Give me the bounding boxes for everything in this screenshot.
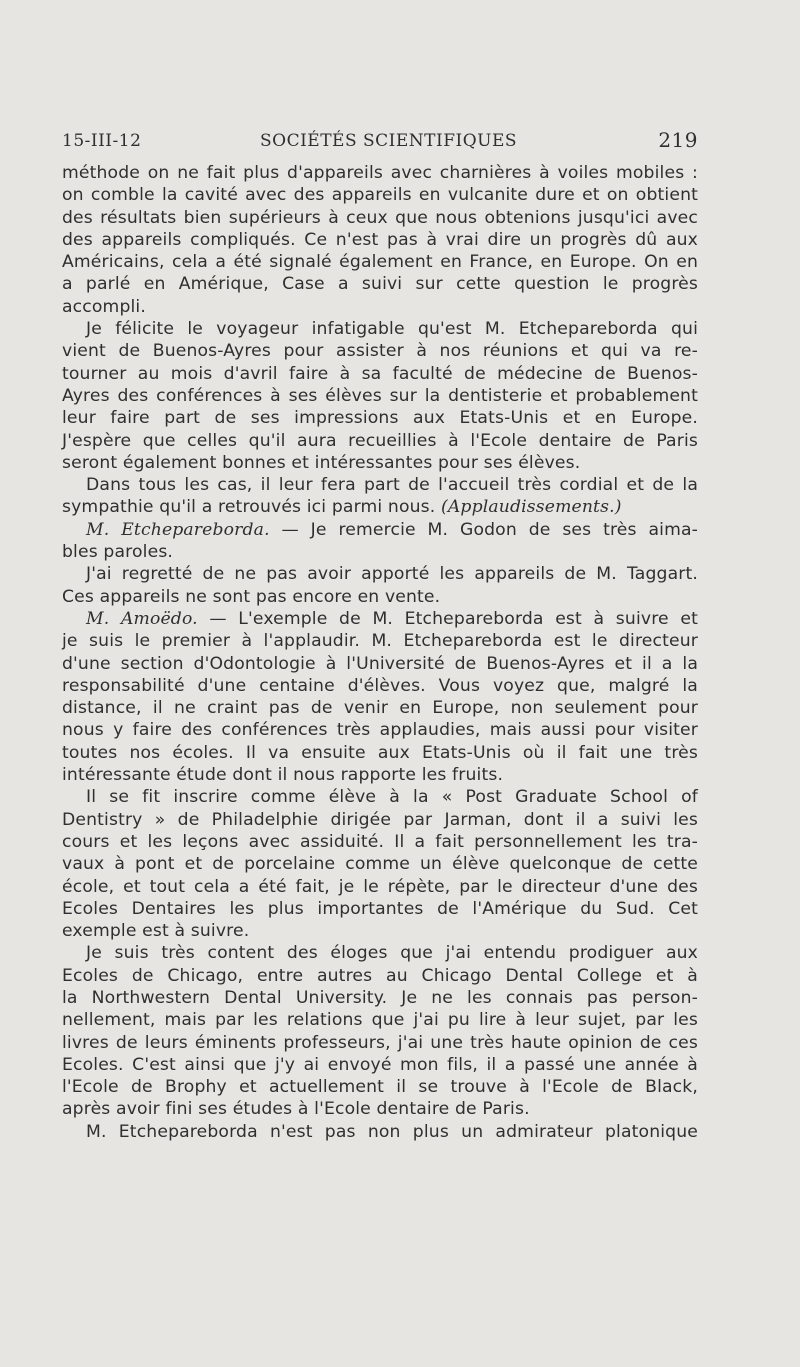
line-text: vaux à pont et de porcelaine comme un élève quelconque de cette (62, 854, 698, 875)
line-text: bles paroles. (62, 542, 174, 563)
text-line (62, 541, 698, 563)
line-text: leur faire part de ses impressions aux Etats-Unis et en Europe. (62, 408, 698, 429)
line-text: Dentistry » de Philadelphie dirigée par Jarman, dont il a suivi les (62, 809, 698, 830)
line-text: école, et tout cela a été fait, je le répète, par le directeur d'une des (62, 876, 698, 897)
text-line (62, 430, 698, 452)
text-line (62, 1098, 698, 1120)
running-header (62, 128, 698, 157)
text-line (62, 920, 698, 942)
speaker-name: M. Amoëdo. (86, 608, 198, 629)
text-line (62, 474, 698, 496)
line-text: l'Ecole de Brophy et actuellement il se trouve à l'Ecole de Black, (62, 1077, 698, 1098)
text-line (62, 385, 698, 407)
line-text: vient de Buenos-Ayres pour assister à nos réunions et qui va re- (62, 341, 698, 362)
line-text: J'ai regretté de ne pas avoir apporté les appareils de M. Taggart. (86, 564, 698, 585)
text-line (62, 296, 698, 318)
text-line (62, 251, 698, 273)
line-text: toutes nos écoles. Il va ensuite aux Etats-Unis où il fait une très (62, 742, 698, 763)
line-text: Dans tous les cas, il leur fera part de l'accueil très cordial et de la (86, 475, 698, 496)
text-line (62, 942, 698, 964)
text-line (62, 586, 698, 608)
text-line (62, 965, 698, 987)
text-line (62, 340, 698, 362)
line-text: livres de leurs éminents professeurs, j'ai une très haute opinion de ces (62, 1032, 698, 1053)
line-text: distance, il ne craint pas de venir en Europe, non seulement pour (62, 698, 698, 719)
text-line (62, 273, 698, 295)
line-text: Ces appareils ne sont pas encore en vente. (62, 586, 441, 607)
text-line (62, 697, 698, 719)
text-line (62, 876, 698, 898)
text-line (62, 719, 698, 741)
text-line (62, 496, 698, 518)
line-text: J'espère que celles qu'il aura recueillies à l'Ecole dentaire de Paris (62, 430, 698, 451)
line-text: Je suis très content des éloges que j'ai entendu prodiguer aux (86, 943, 698, 964)
text-line (62, 1054, 698, 1076)
line-text: seront également bonnes et intéressantes pour ses élèves. (62, 452, 581, 473)
text-line (62, 809, 698, 831)
header-date: 15-III-12 (62, 131, 142, 151)
text-line (62, 452, 698, 474)
text-line (62, 563, 698, 585)
line-text: — L'exemple de M. Etchepareborda est à suivre et (197, 608, 698, 629)
line-text: après avoir fini ses études à l'Ecole dentaire de Paris. (62, 1099, 530, 1120)
text-line (62, 608, 698, 630)
text-line (62, 1121, 698, 1143)
text-line (62, 764, 698, 786)
line-text: Américains, cela a été signalé également en France, en Europe. On en (62, 252, 698, 273)
text-line (62, 898, 698, 920)
line-text: nellement, mais par les relations que j'ai pu lire à leur sujet, par les (62, 1010, 698, 1031)
line-text: tourner au mois d'avril faire à sa faculté de médecine de Buenos- (62, 363, 698, 384)
text-line (62, 407, 698, 429)
text-line (62, 831, 698, 853)
line-text: Il se fit inscrire comme élève à la « Post Graduate School of (86, 787, 698, 808)
body-text (62, 162, 698, 1143)
line-text: on comble la cavité avec des appareils en vulcanite dure et on obtient (62, 185, 698, 206)
text-line (62, 987, 698, 1009)
line-text: Ecoles. C'est ainsi que j'y ai envoyé mon fils, il a passé une année à (62, 1054, 698, 1075)
applause-note: (Applaudissements.) (441, 497, 622, 518)
line-text: — Je remercie M. Godon de ses très aima- (269, 519, 699, 540)
line-text: Ecoles de Chicago, entre autres au Chicago Dental College et à (62, 965, 698, 986)
line-text: responsabilité d'une centaine d'élèves. Vous voyez que, malgré la (62, 675, 698, 696)
line-text: accompli. (62, 296, 146, 317)
line-text: la Northwestern Dental University. Je ne les connais pas person- (62, 987, 698, 1008)
line-text: M. Etchepareborda n'est pas non plus un admirateur platonique (86, 1121, 698, 1142)
line-text: je suis le premier à l'applaudir. M. Etchepareborda est le directeur (62, 631, 698, 652)
line-text: nous y faire des conférences très applaudies, mais aussi pour visiter (62, 720, 698, 741)
line-text: exemple est à suivre. (62, 921, 250, 942)
line-text: méthode on ne fait plus d'appareils avec charnières à voiles mobiles : (62, 163, 698, 183)
text-line (62, 162, 698, 184)
text-line (62, 229, 698, 251)
line-text: Ayres des conférences à ses élèves sur la dentisterie et probablement (62, 385, 698, 406)
text-line (62, 1032, 698, 1054)
line-text: Ecoles Dentaires les plus importantes de l'Amérique du Sud. Cet (62, 898, 698, 919)
text-line (62, 853, 698, 875)
text-line (62, 1076, 698, 1098)
speaker-name: M. Etchepareborda. (86, 519, 270, 540)
text-line (62, 675, 698, 697)
page-number: 219 (658, 128, 698, 152)
text-line (62, 519, 698, 541)
text-line (62, 184, 698, 206)
text-line (62, 653, 698, 675)
text-line (62, 1009, 698, 1031)
line-text: d'une section d'Odontologie à l'Université de Buenos-Ayres et il a la (62, 653, 698, 674)
text-line (62, 786, 698, 808)
text-line (62, 630, 698, 652)
line-text: Je félicite le voyageur infatigable qu'est M. Etchepareborda qui (86, 319, 698, 340)
line-text: des résultats bien supérieurs à ceux que nous obtenions jusqu'ici avec (62, 207, 698, 228)
line-text: sympathie qu'il a retrouvés ici parmi nous. (62, 497, 436, 518)
text-line (62, 318, 698, 340)
header-title: SOCIÉTÉS SCIENTIFIQUES (260, 131, 518, 151)
line-text: a parlé en Amérique, Case a suivi sur cette question le progrès (62, 274, 698, 295)
line-text: intéressante étude dont il nous rapporte les fruits. (62, 765, 504, 786)
text-line (62, 207, 698, 229)
line-text: cours et les leçons avec assiduité. Il a fait personnellement les tra- (62, 831, 698, 852)
line-text: des appareils compliqués. Ce n'est pas à vrai dire un progrès dû aux (62, 229, 698, 250)
text-line (62, 363, 698, 385)
text-line (62, 742, 698, 764)
